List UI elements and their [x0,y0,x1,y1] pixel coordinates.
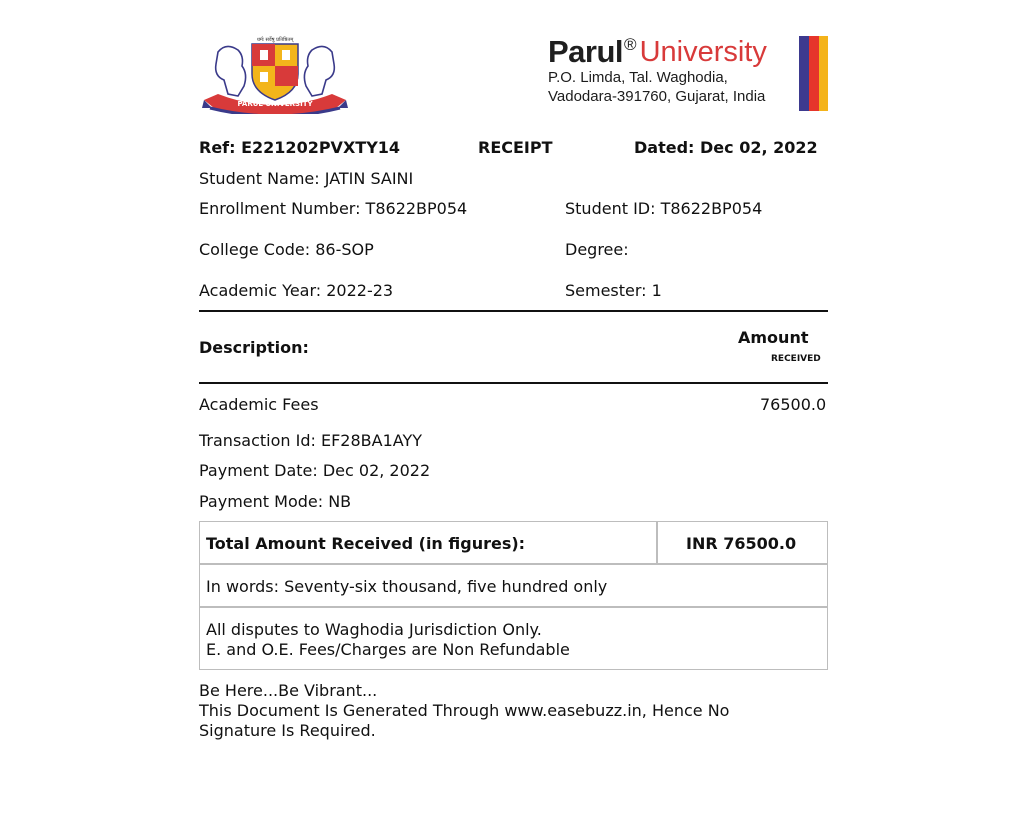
disputes-cell [199,606,828,670]
dispute-line-2: E. and O.E. Fees/Charges are Non Refundable [206,640,570,659]
total-label: Total Amount Received (in figures): [206,534,526,553]
college-code: College Code: 86-SOP [199,240,374,259]
divider [199,382,828,384]
academic-year: Academic Year: 2022-23 [199,281,394,300]
semester: Semester: 1 [565,281,662,300]
svg-text:धर्मः सर्वेषु प्रतिष्ठितम्: धर्मः सर्वेषु प्रतिष्ठितम् [256,37,294,43]
receipt-title: RECEIPT [478,138,553,157]
footer-tagline: Be Here...Be Vibrant... [199,681,378,700]
address-line-2: Vadodara-391760, Gujarat, India [548,88,766,105]
footer-generated-note: This Document Is Generated Through www.easebuzz.in, Hence No [199,701,730,720]
parul-university-logo [200,34,350,114]
dispute-line-1: All disputes to Waghodia Jurisdiction Only. [206,620,542,639]
payment-mode: Payment Mode: NB [199,492,352,511]
total-label-cell [199,521,658,565]
item-amount: 76500.0 [760,395,827,414]
enrollment-number: Enrollment Number: T8622BP054 [199,199,468,218]
amount-in-words: In words: Seventy-six thousand, five hundred only [206,577,608,596]
payment-date: Payment Date: Dec 02, 2022 [199,461,431,480]
receipt-ref: Ref: E221202PVXTY14 [199,138,401,157]
brand-block [548,36,798,106]
divider [199,310,828,312]
brand-name: Parul [548,34,624,69]
receipt-date: Dated: Dec 02, 2022 [634,138,818,157]
amount-header: Amount [738,328,809,347]
total-value-cell [656,521,828,565]
brand-color-stripes [799,36,828,111]
item-label: Academic Fees [199,395,319,414]
transaction-id: Transaction Id: EF28BA1AYY [199,431,422,450]
svg-text:PARUL UNIVERSITY: PARUL UNIVERSITY [237,100,313,108]
footer-signature-note: Signature Is Required. [199,721,376,740]
degree: Degree: [565,240,629,259]
registered-mark: ® [624,35,637,54]
in-words-cell [199,563,828,608]
description-header: Description: [199,338,309,357]
amount-subheader: RECEIVED [771,354,821,364]
student-id: Student ID: T8622BP054 [565,199,763,218]
total-value: INR 76500.0 [686,534,797,553]
address-line-1: P.O. Limda, Tal. Waghodia, [548,69,728,86]
brand-university: University [639,36,767,68]
student-name: Student Name: JATIN SAINI [199,169,414,188]
